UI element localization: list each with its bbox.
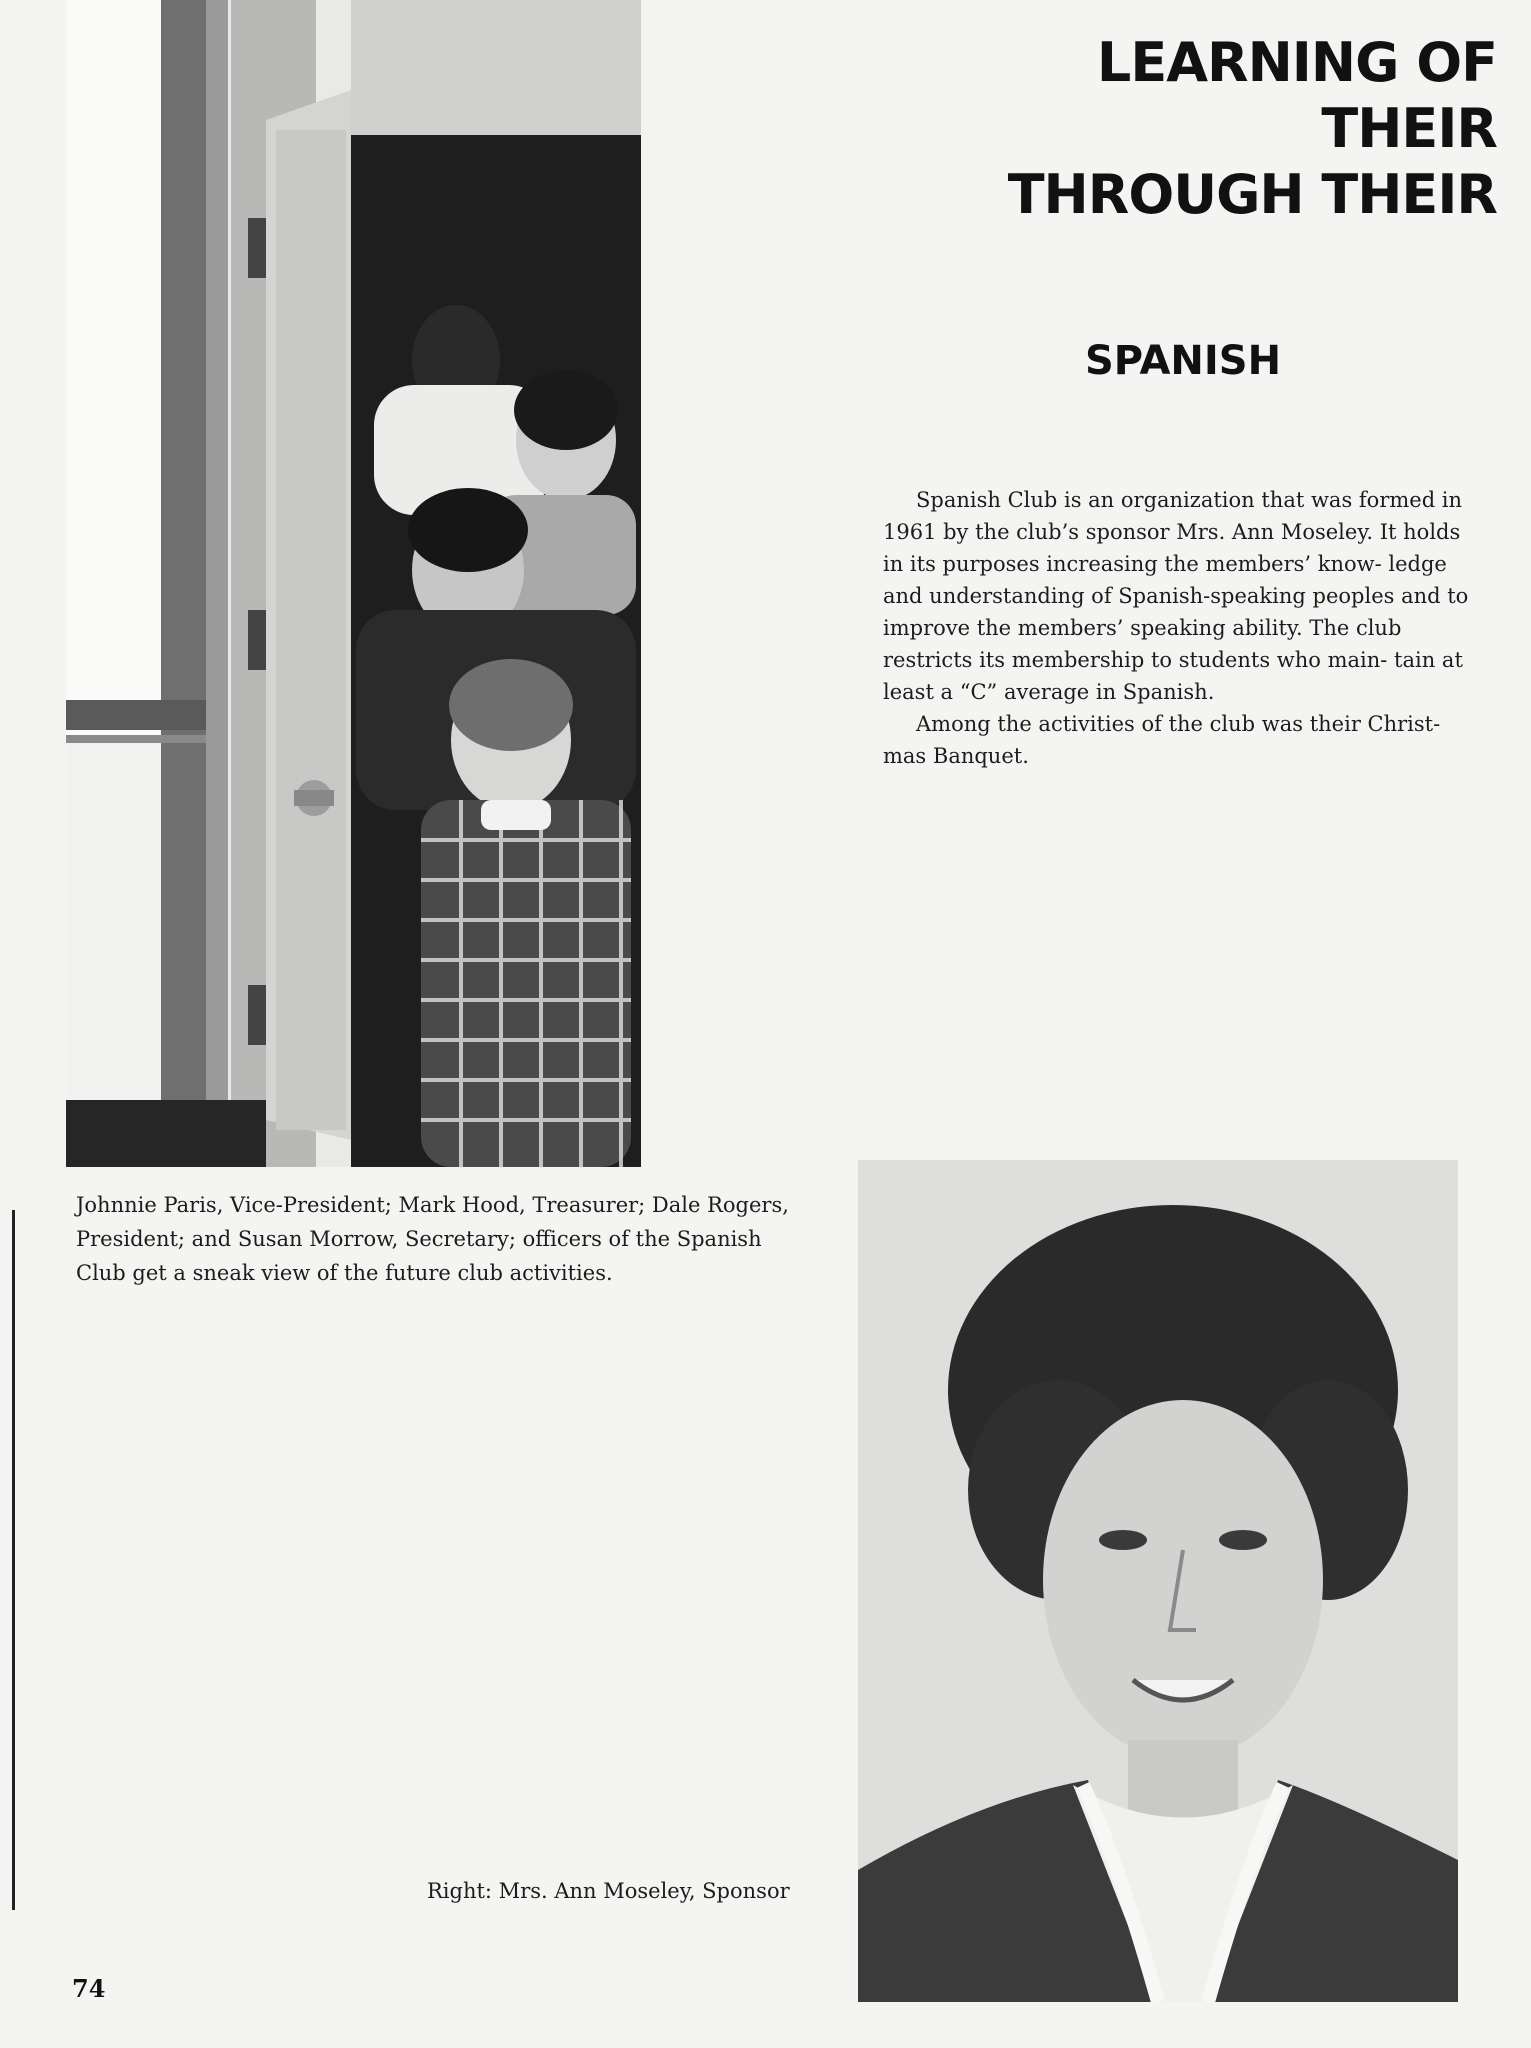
page-edge-line	[12, 1210, 15, 1910]
page-number: 74	[72, 1974, 106, 2003]
section-title: SPANISH	[1085, 338, 1282, 384]
headline-line-1: LEARNING OF	[1096, 31, 1497, 94]
page-headline	[797, 30, 1497, 228]
headline-line-2: THEIR	[1321, 97, 1497, 160]
body-paragraph-2: Among the activities of the club was their Christ- mas Banquet.	[883, 712, 1441, 768]
sponsor-caption: Right: Mrs. Ann Moseley, Sponsor	[427, 1879, 790, 1903]
sponsor-portrait-photo	[858, 1160, 1458, 2002]
headline-line-3: THROUGH THEIR	[1007, 163, 1497, 226]
officers-caption: Johnnie Paris, Vice-President; Mark Hood, Treasurer; Dale Rogers, President; and Susan Morrow, Secretary; officers of the Spanish Club get a sneak view of the future club activities.	[76, 1193, 789, 1285]
article-body	[883, 484, 1483, 772]
officers-doorway-photo	[66, 0, 810, 1167]
body-paragraph-1: Spanish Club is an organization that was formed in 1961 by the club’s sponsor Mrs. Ann Moseley. It holds in its purposes increasing the members’ know- ledge and understanding of Spanish-speaking peoples and to improve the members’ speaking ability. The club restricts its membership to students who main- tain at least a “C” average in Spanish.	[883, 488, 1469, 704]
sponsor-portrait-illustration	[858, 1160, 1458, 2002]
doorway-photo-illustration	[66, 0, 810, 1167]
